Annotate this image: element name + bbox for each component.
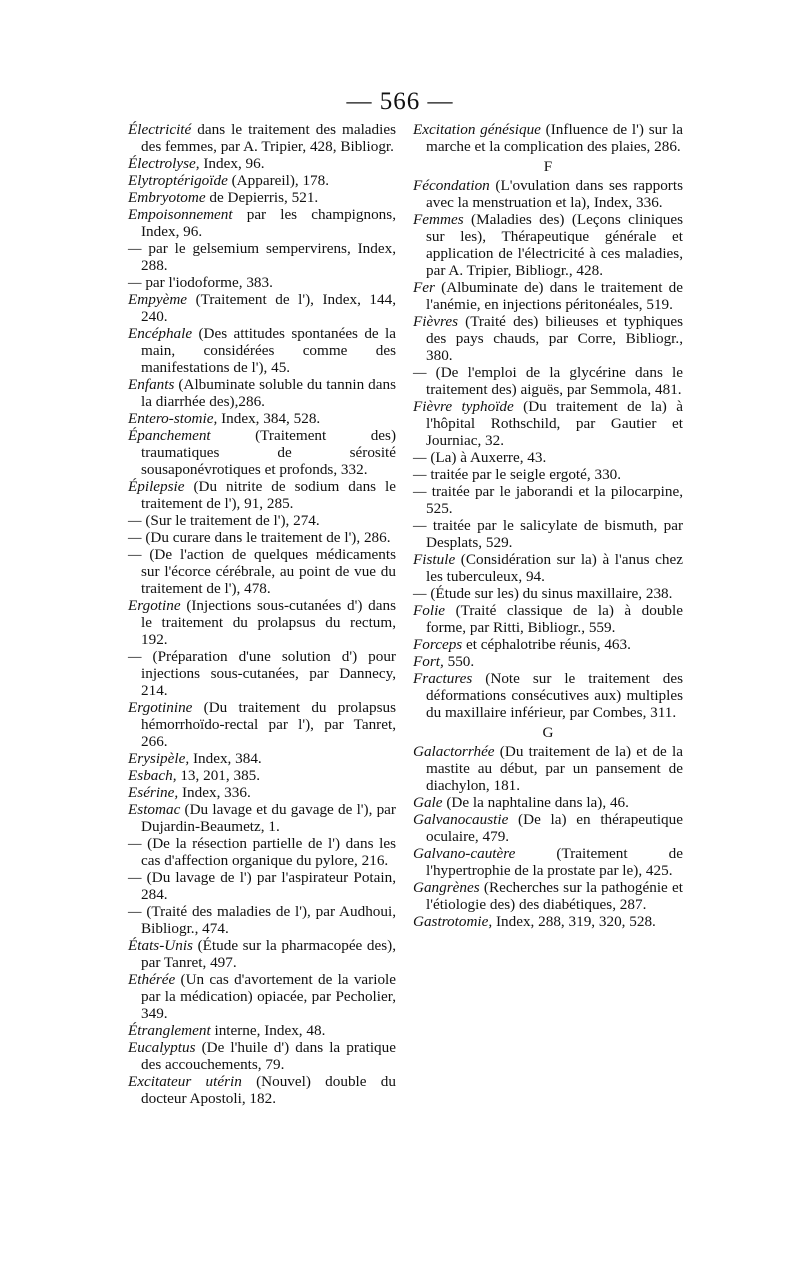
entry-text: (Influence de l') sur la marche et la complication des plaies, 286. xyxy=(426,121,683,155)
entry-text: par l'iodoforme, 383. xyxy=(141,274,273,291)
index-entry xyxy=(413,313,683,364)
page-number-header: — 566 — xyxy=(346,88,454,115)
entry-heading: — xyxy=(128,529,142,546)
entry-heading: Erysipèle, xyxy=(128,750,190,767)
entry-text: (Sur le traitement de l'), 274. xyxy=(141,512,320,529)
entry-heading: Fistule xyxy=(413,551,456,568)
entry-text: (De l'huile d') dans la pratique des accouchements, 79. xyxy=(141,1039,396,1073)
index-entry xyxy=(128,903,396,937)
entry-text: traitée par le jaborandi et la pilocarpine, 525. xyxy=(426,483,683,517)
index-entry xyxy=(413,177,683,211)
index-entry xyxy=(413,794,683,811)
index-entry xyxy=(128,121,396,155)
index-entry xyxy=(413,279,683,313)
index-entry xyxy=(413,466,683,483)
entry-heading: — xyxy=(128,240,142,257)
entry-heading: Fort, xyxy=(413,653,444,670)
index-entry xyxy=(128,410,396,427)
entry-text: (De l'action de quelques médicaments sur l'écorce cérébrale, au point de vue du traitement de l'), 478. xyxy=(141,546,396,597)
entry-text: (Appareil), 178. xyxy=(227,172,330,189)
entry-heading: — xyxy=(128,546,142,563)
entry-heading: Enfants xyxy=(128,376,175,393)
entry-text: (Du traitement de la) et de la mastite au début, par un pansement de diachylon, 181. xyxy=(426,743,683,794)
entry-text: de Depierris, 521. xyxy=(205,189,319,206)
entry-text: (Injections sous-cutanées d') dans le traitement du prolapsus du rectum, 192. xyxy=(141,597,396,648)
index-entry xyxy=(128,427,396,478)
entry-heading: Électrolyse, xyxy=(128,155,200,172)
entry-heading: Estomac xyxy=(128,801,181,818)
entry-text: (Considération sur la) à l'anus chez les tuberculeux, 94. xyxy=(426,551,683,585)
index-entry xyxy=(128,784,396,801)
index-entry xyxy=(128,801,396,835)
entry-heading: Empoisonnement xyxy=(128,206,233,223)
entry-heading: — xyxy=(128,869,142,886)
index-entry xyxy=(128,478,396,512)
entry-heading: — xyxy=(413,483,427,500)
index-entry xyxy=(413,602,683,636)
entry-text: (Du curare dans le traitement de l'), 286. xyxy=(141,529,391,546)
index-entry xyxy=(413,121,683,155)
entry-text: traitée par le salicylate de bismuth, par Desplats, 529. xyxy=(426,517,683,551)
index-entry xyxy=(128,1039,396,1073)
index-entry xyxy=(128,291,396,325)
entry-heading: Gastrotomie, xyxy=(413,913,493,930)
entry-heading: — xyxy=(413,585,427,602)
entry-text: (Note sur le traitement des déformations consécutives aux) multiples du maxillaire inférieur, par Combes, 311. xyxy=(426,670,683,721)
entry-heading: Fièvre typhoïde xyxy=(413,398,514,415)
entry-text: (Du nitrite de sodium dans le traitement de l'), 91, 285. xyxy=(141,478,396,512)
entry-text: Index, 288, 319, 320, 528. xyxy=(492,913,656,930)
entry-heading: Ergotinine xyxy=(128,699,193,716)
index-entry xyxy=(128,699,396,750)
entry-text: Index, 96. xyxy=(199,155,265,172)
index-entry xyxy=(128,512,396,529)
entry-text: (Maladies des) (Leçons cliniques sur les), Thérapeutique générale et application de l'électricité à ces maladies, par A. Tripier, Bibliogr., 428. xyxy=(426,211,683,279)
entry-heading: — xyxy=(413,517,427,534)
entry-heading: — xyxy=(128,512,142,529)
index-entry xyxy=(413,211,683,279)
entry-text: et céphalotribe réunis, 463. xyxy=(462,636,631,653)
entry-heading: Fécondation xyxy=(413,177,490,194)
section-letter: F xyxy=(543,158,553,175)
entry-heading: États-Unis xyxy=(128,937,193,954)
section-letter: G xyxy=(542,724,554,741)
entry-text: par le gelsemium sempervirens, Index, 288. xyxy=(141,240,396,274)
entry-heading: — xyxy=(128,903,142,920)
index-entry xyxy=(413,449,683,466)
entry-text: par les champignons, Index, 96. xyxy=(141,206,396,240)
index-entry xyxy=(128,189,396,206)
entry-text: (De la naphtaline dans la), 46. xyxy=(442,794,629,811)
entry-heading: Ergotine xyxy=(128,597,181,614)
entry-text: (Traitement de l'hypertrophie de la prostate par le), 425. xyxy=(426,845,683,879)
index-entry xyxy=(128,546,396,597)
index-entry xyxy=(413,585,683,602)
entry-text: 550. xyxy=(443,653,475,670)
entry-heading: — xyxy=(128,648,142,665)
entry-heading: Excitation génésique xyxy=(413,121,541,138)
entry-text: (Du traitement du prolapsus hémorrhoïdo-rectal par l'), par Tanret, 266. xyxy=(141,699,396,750)
index-entry xyxy=(413,517,683,551)
entry-heading: Gale xyxy=(413,794,443,811)
index-entry xyxy=(128,648,396,699)
entry-text: (Traitement des) traumatiques de sérosité sousaponévrotiques et profonds, 332. xyxy=(141,427,396,478)
entry-heading: Excitateur utérin xyxy=(128,1073,242,1090)
entry-heading: Esérine, xyxy=(128,784,179,801)
entry-text: (Préparation d'une solution d') pour injections sous-cutanées, par Dannecy, 214. xyxy=(141,648,396,699)
entry-text: (Traitement de l'), Index, 144, 240. xyxy=(141,291,396,325)
index-entry xyxy=(413,845,683,879)
index-entry xyxy=(413,670,683,721)
index-entry xyxy=(128,172,396,189)
index-entry xyxy=(128,971,396,1022)
index-entry xyxy=(128,155,396,172)
index-entry xyxy=(128,937,396,971)
entry-heading: Épanchement xyxy=(128,427,211,444)
right-column xyxy=(413,121,683,930)
entry-text: (L'ovulation dans ses rapports avec la menstruation et la), Index, 336. xyxy=(426,177,683,211)
entry-text: Index, 384, 528. xyxy=(217,410,321,427)
index-entry xyxy=(413,811,683,845)
entry-heading: Galvanocaustie xyxy=(413,811,509,828)
entry-text: (Traité des) bilieuses et typhiques des pays chauds, par Corre, Bibliogr., 380. xyxy=(426,313,683,364)
index-entry xyxy=(128,750,396,767)
entry-text: (Des attitudes spontanées de la main, considérées comme des manifestations de l'), 45. xyxy=(141,325,396,376)
index-entry xyxy=(413,364,683,398)
index-entry xyxy=(128,869,396,903)
entry-heading: Entero-stomie, xyxy=(128,410,218,427)
entry-text: 13, 201, 385. xyxy=(176,767,261,784)
entry-text: interne, Index, 48. xyxy=(210,1022,326,1039)
entry-heading: Fractures xyxy=(413,670,473,687)
entry-text: traitée par le seigle ergoté, 330. xyxy=(426,466,622,483)
entry-heading: Épilepsie xyxy=(128,478,185,495)
entry-heading: Encéphale xyxy=(128,325,193,342)
left-column xyxy=(128,121,396,1107)
index-entry xyxy=(413,636,683,653)
entry-text: (Un cas d'avortement de la variole par la médication) opiacée, par Pecholier, 349. xyxy=(141,971,396,1022)
entry-text: (Du lavage de l') par l'aspirateur Potain, 284. xyxy=(141,869,396,903)
entry-heading: Gangrènes xyxy=(413,879,480,896)
index-entry xyxy=(413,398,683,449)
index-entry xyxy=(128,206,396,240)
entry-heading: Forceps xyxy=(413,636,463,653)
entry-heading: — xyxy=(128,835,142,852)
index-entry xyxy=(413,551,683,585)
index-entry xyxy=(128,1073,396,1107)
index-entry xyxy=(128,274,396,291)
index-entry xyxy=(128,529,396,546)
entry-heading: Eucalyptus xyxy=(128,1039,196,1056)
entry-heading: Folie xyxy=(413,602,446,619)
index-entry xyxy=(128,597,396,648)
entry-heading: Galvano-cautère xyxy=(413,845,516,862)
entry-heading: — xyxy=(413,364,427,381)
entry-text: dans le traitement des maladies des femmes, par A. Tripier, 428, Bibliogr. xyxy=(141,121,396,155)
entry-text: (De la résection partielle de l') dans les cas d'affection organique du pylore, 216. xyxy=(141,835,396,869)
entry-text: (Étude sur les) du sinus maxillaire, 238. xyxy=(426,585,673,602)
index-entry xyxy=(128,240,396,274)
entry-text: (Nouvel) double du docteur Apostoli, 182. xyxy=(141,1073,396,1107)
entry-text: Index, 384. xyxy=(189,750,262,767)
index-entry xyxy=(413,743,683,794)
index-entry xyxy=(128,376,396,410)
entry-text: (Recherches sur la pathogénie et l'étiologie des) des diabétiques, 287. xyxy=(426,879,683,913)
entry-text: (Du traitement de la) à l'hôpital Rothschild, par Gautier et Journiac, 32. xyxy=(426,398,683,449)
entry-heading: Femmes xyxy=(413,211,464,228)
entry-text: (Traité des maladies de l'), par Audhoui, Bibliogr., 474. xyxy=(141,903,396,937)
entry-heading: — xyxy=(128,274,142,291)
entry-text: (Du lavage et du gavage de l'), par Dujardin-Beaumetz, 1. xyxy=(141,801,396,835)
entry-heading: — xyxy=(413,466,427,483)
entry-text: (Traité classique de la) à double forme, par Ritti, Bibliogr., 559. xyxy=(426,602,683,636)
entry-heading: Ethérée xyxy=(128,971,176,988)
index-entry xyxy=(128,835,396,869)
entry-heading: Elytroptérigoïde xyxy=(128,172,228,189)
entry-text: (De la) en thérapeutique oculaire, 479. xyxy=(426,811,683,845)
entry-heading: Esbach, xyxy=(128,767,177,784)
entry-text: Index, 336. xyxy=(178,784,251,801)
entry-text: (La) à Auxerre, 43. xyxy=(426,449,547,466)
index-entry xyxy=(413,483,683,517)
index-entry xyxy=(413,913,683,930)
entry-heading: Galactorrhée xyxy=(413,743,495,760)
index-entry xyxy=(128,1022,396,1039)
entry-heading: Empyème xyxy=(128,291,188,308)
entry-text: (Albuminate soluble du tannin dans la diarrhée des),286. xyxy=(141,376,396,410)
entry-text: (Albuminate de) dans le traitement de l'anémie, en injections péritonéales, 519. xyxy=(426,279,683,313)
entry-text: (Étude sur la pharmacopée des), par Tanret, 497. xyxy=(141,937,396,971)
index-entry xyxy=(413,653,683,670)
entry-heading: Fièvres xyxy=(413,313,458,330)
entry-heading: Fer xyxy=(413,279,435,296)
entry-heading: — xyxy=(413,449,427,466)
index-entry xyxy=(128,325,396,376)
entry-heading: Étranglement xyxy=(128,1022,211,1039)
index-entry xyxy=(128,767,396,784)
entry-heading: Embryotome xyxy=(128,189,206,206)
entry-heading: Électricité xyxy=(128,121,192,138)
entry-text: (De l'emploi de la glycérine dans le traitement des) aiguës, par Semmola, 481. xyxy=(426,364,683,398)
index-entry xyxy=(413,879,683,913)
